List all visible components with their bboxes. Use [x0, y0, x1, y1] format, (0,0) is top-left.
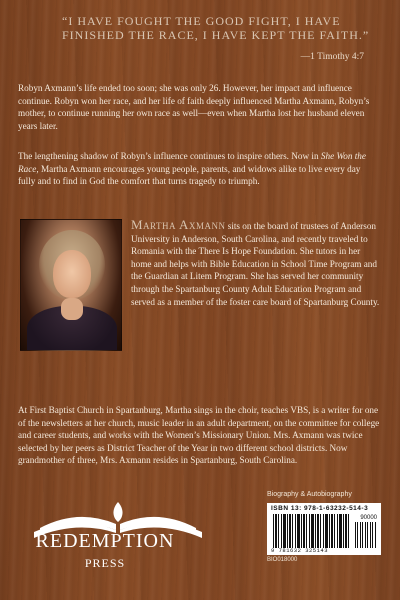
flame-icon [113, 502, 122, 522]
barcode-addon-bars [355, 522, 377, 548]
genre-label: Biography & Autobiography [267, 491, 352, 498]
barcode-bars [273, 514, 351, 548]
publisher-subname: PRESS [84, 556, 126, 570]
price-code: 90000 [360, 515, 377, 521]
barcode-digits: 9 781632 325143 [271, 547, 329, 554]
isbn-barcode [267, 503, 381, 555]
author-bio-text: sits on the board of trustees of Anderson University in Anderson, South Carolina, and recently traveled to Romania with the There Is Hope Foundation. She tutors in her home and helps with Bible Education in School Time Program and the Guardian at Litem Program. She has served her community through the Spartanburg County Adult Education Program and served as a member of the foster care board of Spartanburg County. [131, 221, 380, 307]
author-photo [20, 219, 122, 351]
publisher-name: REDEMPTION [35, 530, 175, 552]
author-bio [131, 219, 381, 308]
isbn-text: ISBN 13: 978-1-63232-514-3 [271, 505, 369, 512]
author-name: Martha Axmann [131, 217, 226, 232]
summary-paragraph-2-lead: The lengthening shadow of Robyn’s influence continues to inspire others. Now in [18, 151, 321, 161]
bisac-code: BIO018000 [267, 557, 298, 563]
epigraph-attribution: —1 Timothy 4:7 [300, 52, 364, 62]
author-bio-continued: At First Baptist Church in Spartanburg, Martha sings in the choir, teaches VBS, is a writer for one of the newsletters at her church, music leader in an adult department, on the committee for college and career students, and works with the Women’s Missionary Union. Mrs. Axmann was twice selected by her peers as District Teacher of the Year in two different school districts. Now grandmother of three, Mrs. Axmann resides in Spartanburg, South Carolina. [18, 405, 380, 466]
author-photo-hand [61, 298, 83, 320]
summary-paragraph-2 [18, 150, 380, 188]
author-photo-face [53, 250, 91, 298]
summary-paragraph-1: Robyn Axmann’s life ended too soon; she was only 26. However, her impact and influence continue. Robyn won her race, and her life of faith deeply influenced Martha Axmann, Robyn’s mother, to continue running her own race as well—even when Martha lost her husband eleven years later. [18, 83, 370, 131]
summary-paragraph-2-rest: Martha Axmann encourages young people, parents, and widows alike to live every day fully and to find in God the comfort that turns tragedy to triumph. [18, 163, 361, 187]
book-title-inline: She Won the Race, [18, 151, 366, 174]
epigraph-quote: “I HAVE FOUGHT THE GOOD FIGHT, I HAVE FINISHED THE RACE, I HAVE KEPT THE FAITH.” [62, 14, 370, 42]
